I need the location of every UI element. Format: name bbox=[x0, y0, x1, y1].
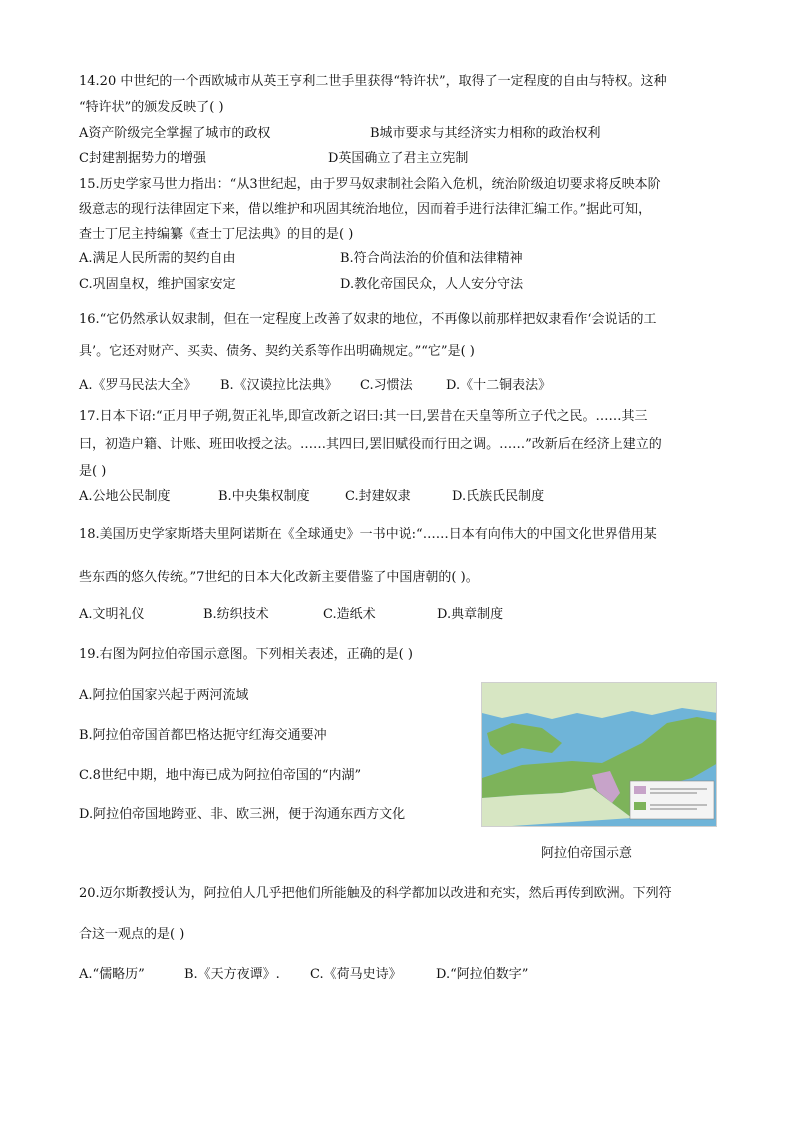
q15-option-a[interactable]: A.满足人民所需的契约自由 bbox=[79, 251, 236, 266]
q20-option-c[interactable]: C.《荷马史诗》 bbox=[310, 967, 402, 982]
q19-option-a[interactable]: A.阿拉伯国家兴起于两河流域 bbox=[79, 688, 249, 703]
q17-option-b[interactable]: B.中央集权制度 bbox=[218, 489, 310, 504]
arab-empire-map bbox=[481, 682, 717, 827]
q18-option-a[interactable]: A.文明礼仪 bbox=[79, 607, 145, 622]
q20-option-b[interactable]: B.《天方夜谭》. bbox=[184, 967, 280, 982]
q16-stem-line2: 具’。它还对财产、买卖、债务、契约关系等作出明确规定。”“它”是( ) bbox=[79, 344, 475, 359]
q20-stem-line1: 20.迈尔斯教授认为，阿拉伯人几乎把他们所能触及的科学都加以改进和充实，然后再传到欧洲。下列符 bbox=[79, 886, 672, 901]
q17-option-a[interactable]: A.公地公民制度 bbox=[79, 489, 171, 504]
q15-stem-line2: 级意志的现行法律固定下来，借以维护和巩固其统治地位，因而着手进行法律汇编工作。”据此可知， bbox=[79, 202, 652, 217]
q20-stem-line2: 合这一观点的是( ) bbox=[79, 927, 185, 942]
q19-option-d[interactable]: D.阿拉伯帝国地跨亚、非、欧三洲，便于沟通东西方文化 bbox=[79, 807, 406, 822]
q16-option-b[interactable]: B.《汉谟拉比法典》 bbox=[220, 378, 338, 393]
q18-option-c[interactable]: C.造纸术 bbox=[323, 607, 376, 622]
map-legend-swatch-early bbox=[634, 786, 646, 794]
q15-stem-line3: 查士丁尼主持编纂《查士丁尼法典》的目的是( ) bbox=[79, 227, 354, 242]
q19-option-b[interactable]: B.阿拉伯帝国首都巴格达扼守红海交通要冲 bbox=[79, 728, 327, 743]
q15-option-c[interactable]: C.巩固皇权，维护国家安定 bbox=[79, 277, 236, 292]
q14-stem-line1: 14.20 中世纪的一个西欧城市从英王亨利二世手里获得“特许状”，取得了一定程度的自由与特权。这种 bbox=[79, 74, 667, 89]
q16-option-a[interactable]: A.《罗马民法大全》 bbox=[79, 378, 197, 393]
q20-option-d[interactable]: D.“阿拉伯数字” bbox=[436, 967, 529, 982]
map-illustration bbox=[482, 683, 717, 827]
q18-option-d[interactable]: D.典章制度 bbox=[437, 607, 504, 622]
q16-option-d[interactable]: D.《十二铜表法》 bbox=[446, 378, 552, 393]
q15-stem-line1: 15.历史学家马世力指出：“从3世纪起，由于罗马奴隶制社会陷入危机，统治阶级迫切要求将反映本阶 bbox=[79, 177, 661, 192]
q18-stem-line2: 些东西的悠久传统。”7世纪的日本大化改新主要借鉴了中国唐朝的( )。 bbox=[79, 570, 479, 585]
q14-option-d[interactable]: D英国确立了君主立宪制 bbox=[328, 151, 469, 166]
q17-stem-line1: 17.日本下诏:“正月甲子朔,贺正礼毕,即宣改新之诏曰:其一曰,罢昔在天皇等所立子代之民。……其三 bbox=[79, 409, 648, 424]
q14-option-c[interactable]: C封建割据势力的增强 bbox=[79, 151, 206, 166]
q18-option-b[interactable]: B.纺织技术 bbox=[203, 607, 269, 622]
map-legend-swatch-empire bbox=[634, 802, 646, 810]
q17-stem-line2: 曰，初造户籍、计账、班田收授之法。……其四曰,罢旧赋役而行田之调。……”改新后在经济上建立的 bbox=[79, 437, 662, 452]
q19-stem-line1: 19.右图为阿拉伯帝国示意图。下列相关表述，正确的是( ) bbox=[79, 647, 413, 662]
q16-option-c[interactable]: C.习惯法 bbox=[360, 378, 413, 393]
q19-option-c[interactable]: C.8世纪中期，地中海已成为阿拉伯帝国的“内湖” bbox=[79, 768, 362, 783]
q14-option-b[interactable]: B城市要求与其经济实力相称的政治权利 bbox=[370, 126, 601, 141]
q18-stem-line1: 18.美国历史学家斯塔夫里阿诺斯在《全球通史》一书中说:“……日本有向伟大的中国文化世界借用某 bbox=[79, 527, 657, 542]
q14-stem-line2: “特许状”的颁发反映了( ) bbox=[79, 100, 224, 115]
q17-option-d[interactable]: D.氏族氏民制度 bbox=[452, 489, 545, 504]
q15-option-d[interactable]: D.教化帝国民众，人人安分守法 bbox=[340, 277, 524, 292]
q15-option-b[interactable]: B.符合尚法治的价值和法律精神 bbox=[340, 251, 523, 266]
map-caption: 阿拉伯帝国示意 bbox=[541, 846, 633, 861]
q14-option-a[interactable]: A资产阶级完全掌握了城市的政权 bbox=[79, 126, 271, 141]
q17-option-c[interactable]: C.封建奴隶 bbox=[345, 489, 411, 504]
q16-stem-line1: 16.“它仍然承认奴隶制，但在一定程度上改善了奴隶的地位，不再像以前那样把奴隶看作‘会说话的工 bbox=[79, 312, 657, 327]
q17-stem-line3: 是( ) bbox=[79, 464, 107, 479]
q20-option-a[interactable]: A.“儒略历” bbox=[79, 967, 145, 982]
